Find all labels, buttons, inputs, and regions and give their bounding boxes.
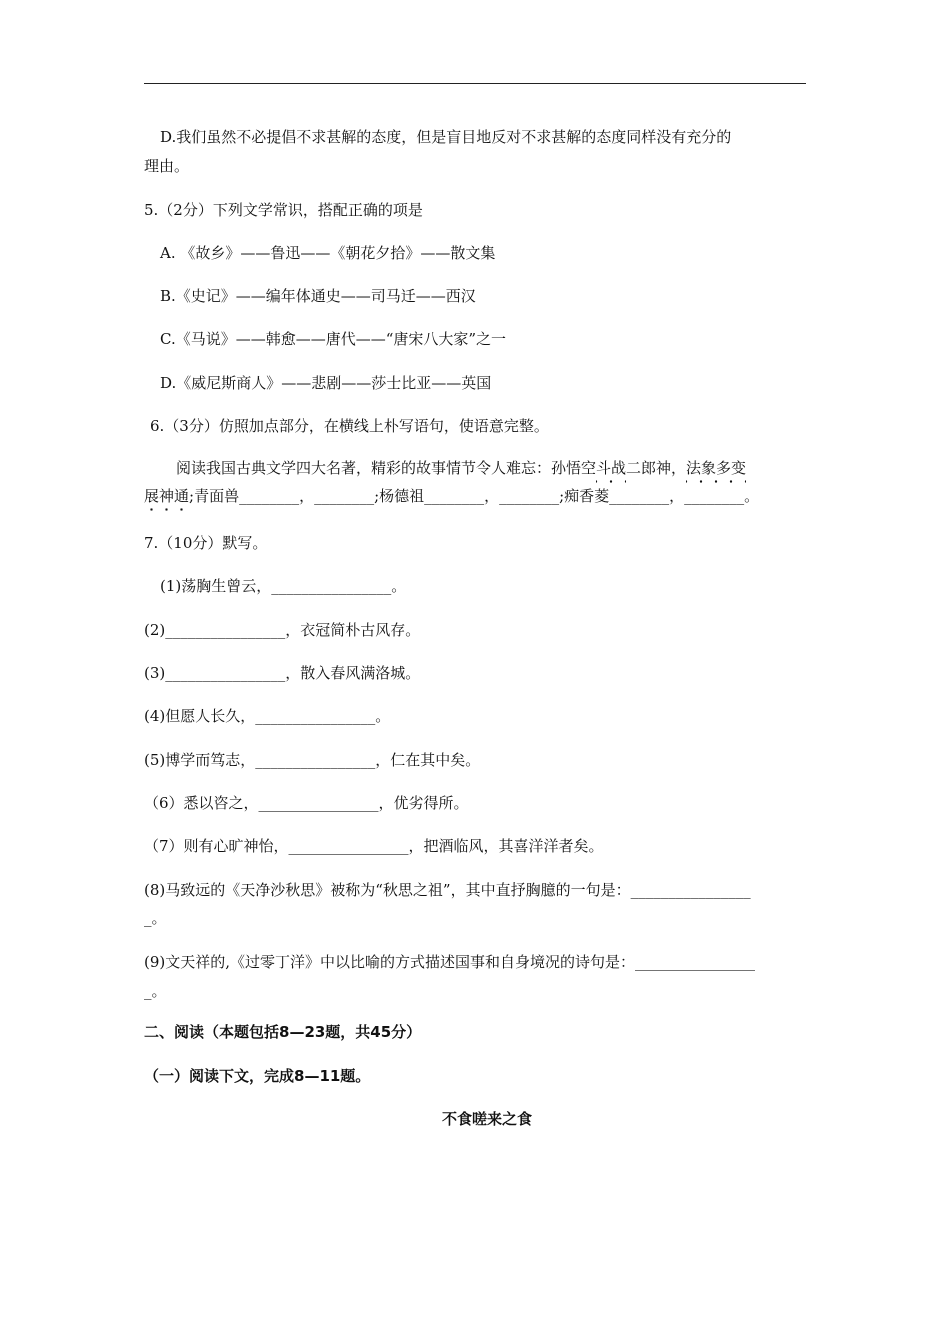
section2-heading: 二、阅读（本题包括8—23题，共45分） bbox=[144, 1023, 422, 1041]
q7-item-8: (8)马致远的《天净沙秋思》被称为“秋思之祖”，其中直抒胸臆的一句是：________________ bbox=[144, 881, 751, 899]
q5-stem: 5.（2分）下列文学常识，搭配正确的项是 bbox=[144, 201, 423, 219]
q4-option-d-line2: 理由。 bbox=[144, 157, 190, 175]
q6-stem: 6.（3分）仿照加点部分，在横线上朴写语句，使语意完整。 bbox=[150, 417, 549, 435]
section2-sub-heading: （一）阅读下文，完成8—11题。 bbox=[144, 1067, 371, 1085]
q7-item-9-cont: _。 bbox=[144, 982, 167, 1000]
q7-item-1: (1)荡胸生曾云，________________。 bbox=[160, 577, 407, 595]
q6-dotted-phrase-2: 法象多变 bbox=[686, 459, 747, 477]
q6-dotted-phrase-1: 斗战 bbox=[596, 459, 627, 477]
q6-passage-line1 bbox=[176, 458, 746, 478]
q5-option-d: D.《威尼斯商人》——悲剧——莎士比亚——英国 bbox=[160, 374, 492, 392]
q7-item-5: (5)博学而笃志，________________，仁在其中矣。 bbox=[144, 751, 481, 769]
q7-item-8-cont: _。 bbox=[144, 909, 167, 927]
q6-line2-rest: ;青面兽________，________;杨德祖________，________;痴香菱________，________。 bbox=[189, 487, 760, 505]
q5-option-b: B.《史记》——编年体通史——司马迁——西汉 bbox=[160, 287, 476, 305]
q6-dotted-phrase-3: 展神通 bbox=[144, 487, 190, 505]
q7-item-2: (2)________________，衣冠简朴古风存。 bbox=[144, 621, 421, 639]
q7-item-9: (9)文天祥的,《过零丁洋》中以比喻的方式描述国事和自身境况的诗句是：________________ bbox=[144, 953, 756, 971]
q4-option-d-line1: D.我们虽然不必提倡不求甚解的态度，但是盲目地反对不求甚解的态度同样没有充分的 bbox=[160, 128, 732, 146]
q7-item-7: （7）则有心旷神怡，________________，把酒临风，其喜洋洋者矣。 bbox=[144, 837, 604, 855]
q7-item-3: (3)________________，散入春风满洛城。 bbox=[144, 664, 421, 682]
header-rule bbox=[144, 83, 806, 84]
q7-stem: 7.（10分）默写。 bbox=[144, 534, 268, 552]
q6-line1-mid: 二郎神， bbox=[626, 459, 687, 477]
q6-passage-line2 bbox=[144, 486, 759, 506]
q5-option-c: C.《马说》——韩愈——唐代——“唐宋八大家”之一 bbox=[160, 330, 507, 348]
article-title: 不食嗟来之食 bbox=[442, 1110, 533, 1128]
q6-line1-prefix: 阅读我国古典文学四大名著，精彩的故事情节令人难忘：孙悟空 bbox=[176, 459, 597, 477]
q7-item-4: (4)但愿人长久，________________。 bbox=[144, 707, 391, 725]
q5-option-a: A. 《故乡》——鲁迅——《朝花夕拾》——散文集 bbox=[160, 244, 496, 262]
q7-item-6: （6）悉以咨之，________________，优劣得所。 bbox=[144, 794, 469, 812]
